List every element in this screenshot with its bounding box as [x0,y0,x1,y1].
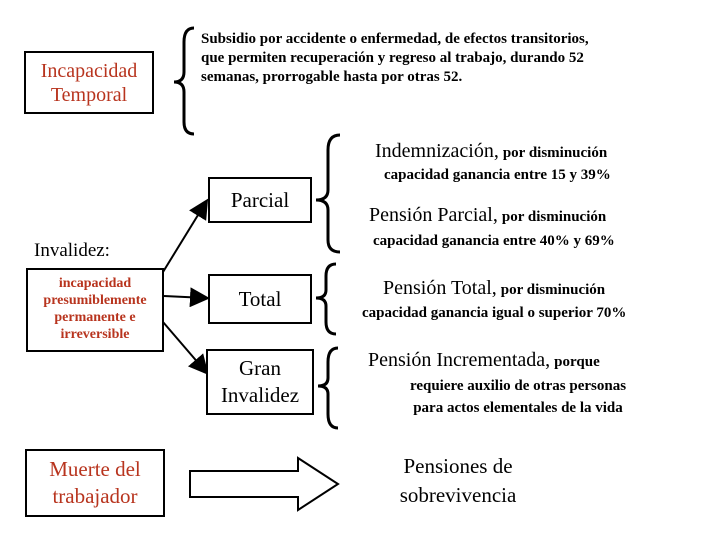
pension-total-detail: capacidad ganancia igual o superior 70% [362,305,627,321]
pensiones-sobrevivencia [368,452,548,511]
parcial-box [208,177,312,223]
arrow-to-gran [163,322,206,372]
incapacidad-temporal-box [24,51,154,114]
invalidez-title: Invalidez: [34,240,110,261]
incapacidad-temporal-description: Subsidio por accidente o enfermedad, de efectos transitorios, que permiten recuperación y regreso al trabajo, durando 52 semanas, prorrogable hasta por otras 52. [201,31,589,85]
total-box [208,274,312,324]
brace-parcial [316,135,340,252]
gran-invalidez-label-1: Gran [239,355,281,380]
brace-gran [318,348,338,428]
pension-parcial-item [369,204,699,227]
pension-incrementada-title: Pensión Incrementada, [368,349,551,371]
invalidez-subtitle-box [26,268,164,352]
brace-temporal [174,28,194,134]
gran-invalidez-box [206,349,314,415]
indemnizacion-detail: capacidad ganancia entre 15 y 39% [384,167,611,183]
pension-incrementada-detail-2: para actos elementales de la vida [413,400,623,416]
pension-incrementada-detail-1: requiere auxilio de otras personas [409,378,627,394]
pensiones-line-2: sobrevivencia [399,483,517,508]
gran-invalidez-label-2: Invalidez [220,383,300,407]
pension-parcial-title: Pensión Parcial, [369,204,498,226]
pension-total-rest: por disminución [500,282,606,298]
indemnizacion-rest: por disminución [502,145,608,161]
brace-total [316,264,336,334]
arrow-to-parcial [163,202,206,272]
arrow-to-total [164,296,206,298]
pension-parcial-rest: por disminución [501,209,607,225]
pensiones-line-1: Pensiones de [403,454,513,478]
total-label: Total [238,286,282,311]
invalidez-subtitle: incapacidad presumiblemente permanente e irreversible [43,276,147,342]
muerte-box [25,449,165,517]
indemnizacion-item [375,140,695,163]
block-arrow-muerte [190,458,338,510]
incapacidad-temporal-label: Incapacidad Temporal [40,59,138,106]
pension-incrementada-rest: porque [554,354,600,370]
pension-incrementada-item [368,349,708,372]
muerte-label: Muerte del trabajador [49,456,141,508]
indemnizacion-title: Indemnización, [375,140,499,162]
pension-parcial-detail: capacidad ganancia entre 40% y 69% [373,233,615,249]
pension-total-item [383,277,693,300]
parcial-label: Parcial [230,187,290,212]
pension-total-title: Pensión Total, [383,277,497,299]
